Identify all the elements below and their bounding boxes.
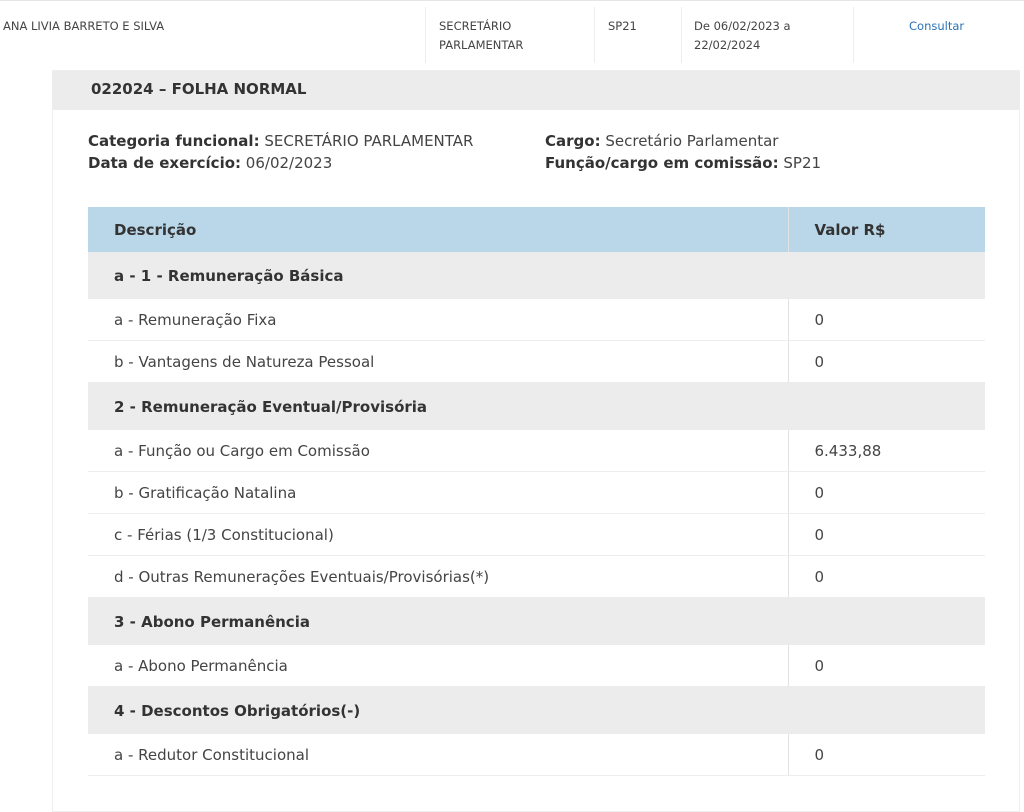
row-value: 0 bbox=[788, 472, 985, 514]
row-label: d - Outras Remunerações Eventuais/Provisórias(*) bbox=[88, 556, 788, 598]
row-label: b - Vantagens de Natureza Pessoal bbox=[88, 341, 788, 383]
row-value: 6.433,88 bbox=[788, 430, 985, 472]
column-divider bbox=[425, 7, 426, 63]
column-divider bbox=[853, 7, 854, 63]
employee-function: SP21 bbox=[608, 19, 637, 33]
row-label: a - Redutor Constitucional bbox=[88, 734, 788, 776]
exercicio-value: 06/02/2023 bbox=[245, 154, 333, 172]
table-row bbox=[88, 645, 985, 687]
section-title: 4 - Descontos Obrigatórios(-) bbox=[88, 687, 985, 735]
section-row bbox=[88, 687, 985, 735]
summary-row bbox=[0, 0, 1024, 65]
table-row bbox=[88, 556, 985, 598]
row-value: 0 bbox=[788, 734, 985, 776]
cargo-label: Cargo: bbox=[545, 132, 601, 150]
valor-header: Valor R$ bbox=[788, 207, 985, 252]
row-label: b - Gratificação Natalina bbox=[88, 472, 788, 514]
row-label: a - Função ou Cargo em Comissão bbox=[88, 430, 788, 472]
row-value: 0 bbox=[788, 341, 985, 383]
row-label: c - Férias (1/3 Constitucional) bbox=[88, 514, 788, 556]
section-title: 2 - Remuneração Eventual/Provisória bbox=[88, 383, 985, 431]
row-value: 0 bbox=[788, 645, 985, 687]
cargo-value: Secretário Parlamentar bbox=[605, 132, 779, 150]
descricao-header: Descrição bbox=[88, 207, 788, 252]
data-exercicio bbox=[88, 153, 332, 174]
cargo bbox=[545, 131, 778, 152]
table-header-row bbox=[88, 207, 985, 252]
employee-category: SECRETÁRIO PARLAMENTAR bbox=[439, 19, 524, 52]
categoria-value: SECRETÁRIO PARLAMENTAR bbox=[264, 132, 474, 150]
column-divider bbox=[594, 7, 595, 63]
payroll-title: 022024 – FOLHA NORMAL bbox=[91, 80, 307, 98]
employee-name: ANA LIVIA BARRETO E SILVA bbox=[3, 19, 165, 33]
employment-period: De 06/02/2023 a 22/02/2024 bbox=[694, 19, 791, 52]
section-row bbox=[88, 252, 985, 299]
row-value: 0 bbox=[788, 514, 985, 556]
funcao-cargo-comissao bbox=[545, 153, 821, 174]
table-row bbox=[88, 299, 985, 341]
table-row bbox=[88, 514, 985, 556]
section-row bbox=[88, 598, 985, 646]
table-row bbox=[88, 472, 985, 514]
section-row bbox=[88, 383, 985, 431]
funcao-value: SP21 bbox=[783, 154, 822, 172]
panel-header bbox=[53, 71, 1019, 110]
payroll-table bbox=[88, 207, 985, 776]
row-value: 0 bbox=[788, 299, 985, 341]
categoria-label: Categoria funcional: bbox=[88, 132, 260, 150]
section-title: 3 - Abono Permanência bbox=[88, 598, 985, 646]
section-title: a - 1 - Remuneração Básica bbox=[88, 252, 985, 299]
row-value: 0 bbox=[788, 556, 985, 598]
row-label: a - Abono Permanência bbox=[88, 645, 788, 687]
row-label: a - Remuneração Fixa bbox=[88, 299, 788, 341]
table-row bbox=[88, 341, 985, 383]
table-row bbox=[88, 734, 985, 776]
table-row bbox=[88, 430, 985, 472]
funcao-label: Função/cargo em comissão: bbox=[545, 154, 779, 172]
column-divider bbox=[681, 7, 682, 63]
categoria-funcional bbox=[88, 131, 473, 152]
consultar-link[interactable]: Consultar bbox=[909, 19, 965, 33]
exercicio-label: Data de exercício: bbox=[88, 154, 242, 172]
